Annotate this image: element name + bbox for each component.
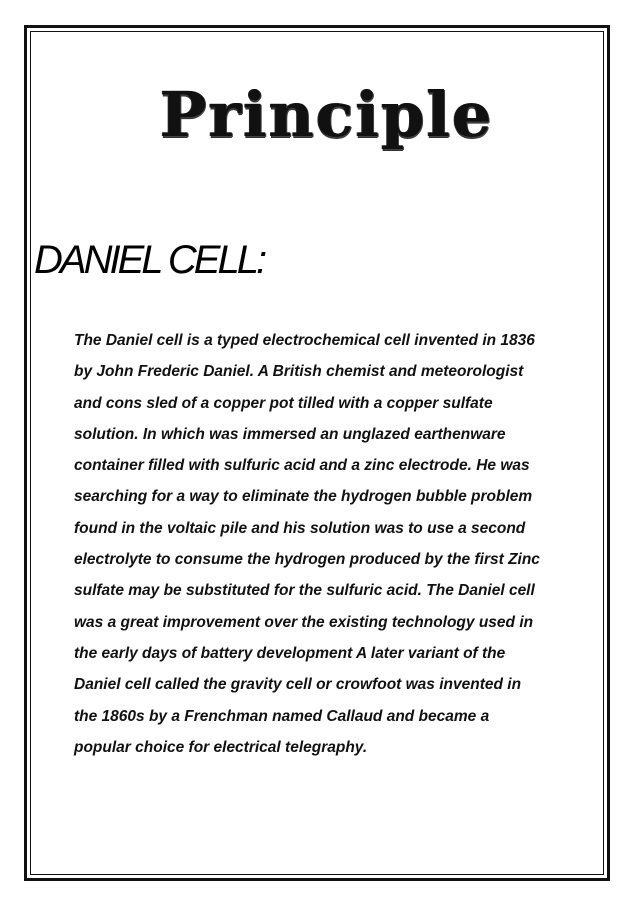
paragraph-line: was a great improvement over the existing technology used in [74, 613, 534, 631]
paragraph-line: popular choice for electrical telegraphy. [74, 738, 368, 756]
paragraph-line: container filled with sulfuric acid and a zinc electrode. He was [74, 457, 530, 475]
paragraph-line: The Daniel cell is a typed electrochemical cell invented in 1836 [74, 332, 535, 349]
paragraph-line: electrolyte to consume the hydrogen produced by the first Zinc [74, 551, 540, 569]
paragraph-line: the early days of battery development A later variant of the [74, 644, 506, 662]
paragraph-line: solution. In which was immersed an unglazed earthenware [74, 425, 506, 443]
paragraph-line: and cons sled of a copper pot tilled with a copper sulfate [74, 394, 493, 412]
paragraph-line: Daniel cell called the gravity cell or crowfoot was invented in [74, 676, 522, 694]
paragraph-line: found in the voltaic pile and his solution was to use a second [74, 519, 526, 537]
paragraph-line: searching for a way to eliminate the hydrogen bubble problem [74, 488, 533, 506]
body-paragraph [74, 325, 604, 763]
page-title: Principle [160, 78, 494, 151]
paragraph-line: sulfate may be substituted for the sulfuric acid. The Daniel cell [74, 582, 535, 600]
paragraph-line: by John Frederic Daniel. A British chemist and meteorologist [74, 363, 524, 381]
section-heading: DANIEL CELL: [34, 238, 265, 282]
paragraph-line: the 1860s by a Frenchman named Callaud and became a [74, 707, 490, 725]
